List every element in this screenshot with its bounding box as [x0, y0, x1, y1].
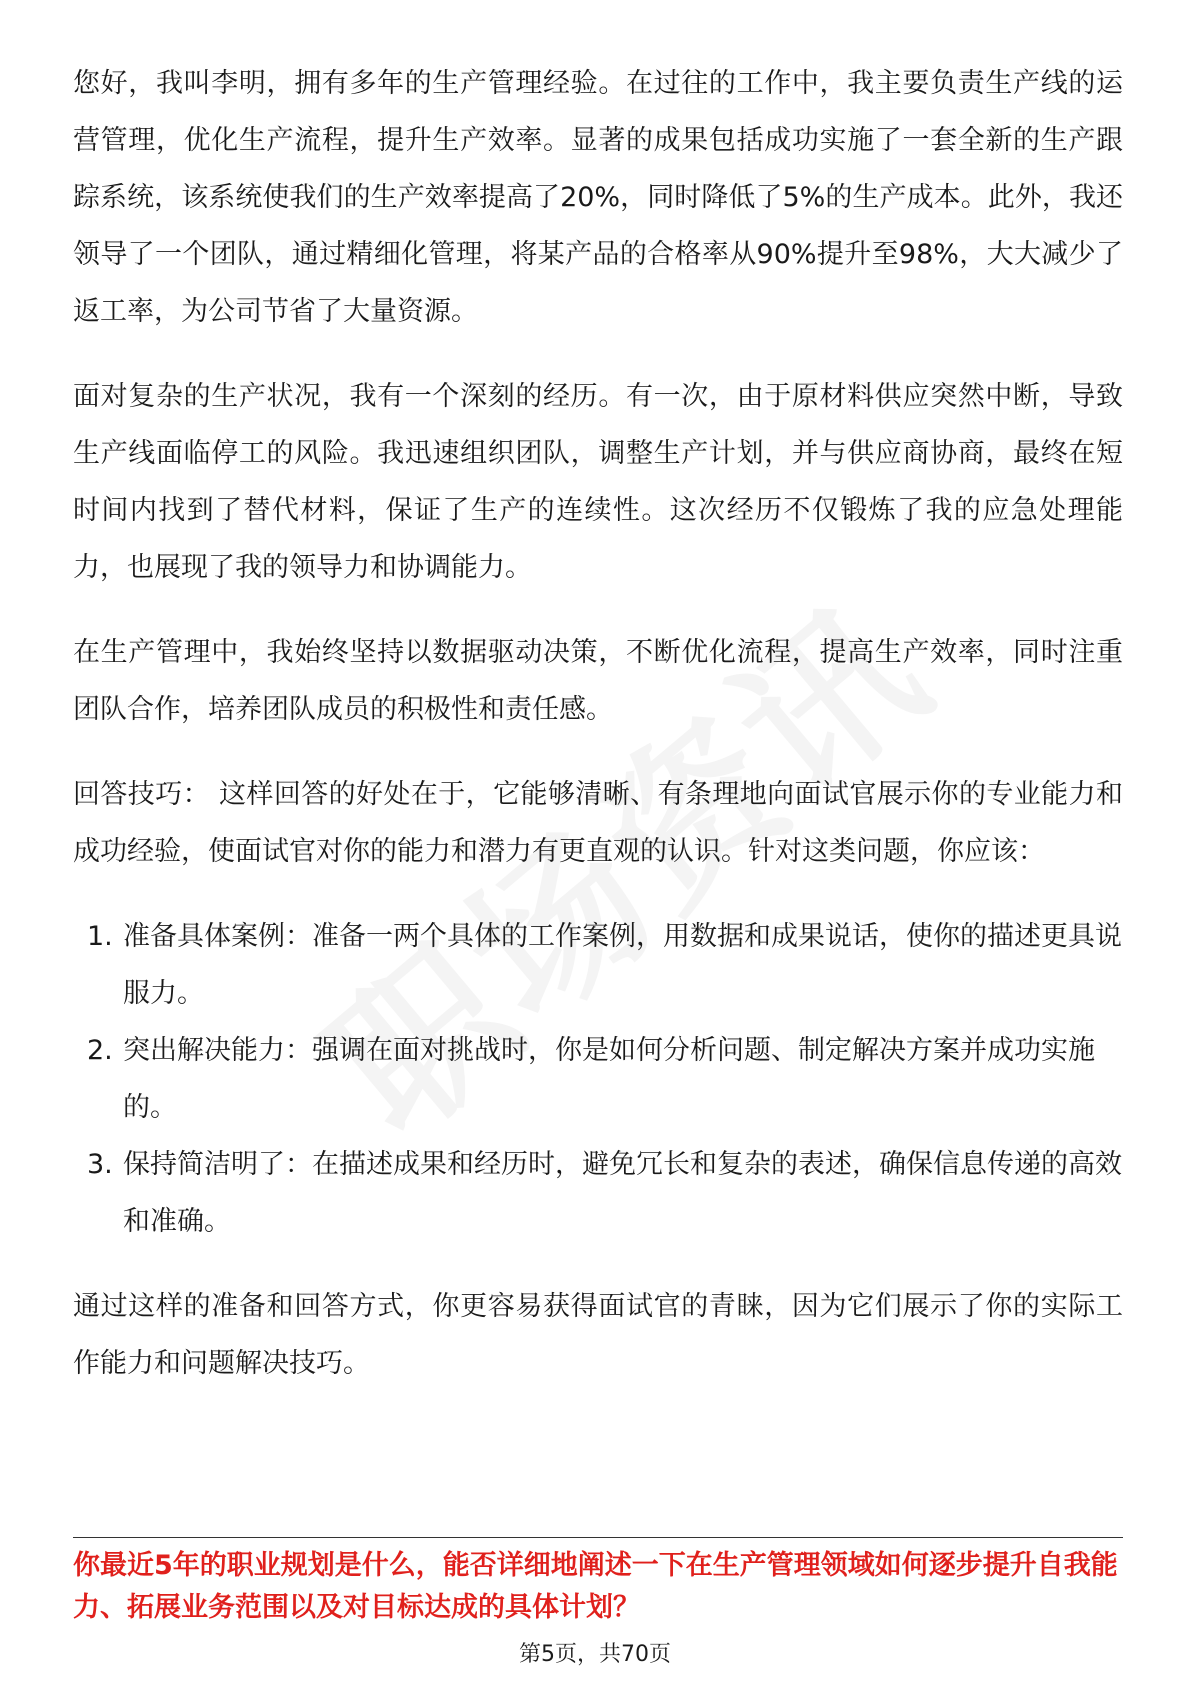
section-divider	[73, 1537, 1123, 1538]
tips-list	[73, 908, 1123, 1250]
page-content	[73, 55, 1123, 1420]
answer-paragraph-1: 您好，我叫李明，拥有多年的生产管理经验。在过往的工作中，我主要负责生产线的运营管理，优化生产流程，提升生产效率。显著的成果包括成功实施了一套全新的生产跟踪系统，该系统使我们的生产效率提高了20%，同时降低了5%的生产成本。此外，我还领导了一个团队，通过精细化管理，将某产品的合格率从90%提升至98%，大大减少了返工率，为公司节省了大量资源。	[73, 68, 1123, 327]
list-item-text: 保持简洁明了：在描述成果和经历时，避免冗长和复杂的表述，确保信息传递的高效和准确。	[123, 1149, 1122, 1237]
list-item-number: 1.	[87, 921, 113, 952]
list-item-text: 准备具体案例：准备一两个具体的工作案例，用数据和成果说话，使你的描述更具说服力。	[123, 921, 1122, 1009]
list-item	[73, 908, 1123, 1022]
list-item-number: 2.	[87, 1035, 113, 1066]
answer-paragraph-3: 在生产管理中，我始终坚持以数据驱动决策，不断优化流程，提高生产效率，同时注重团队合作，培养团队成员的积极性和责任感。	[73, 637, 1123, 725]
next-question-heading: 你最近5年的职业规划是什么，能否详细地阐述一下在生产管理领域如何逐步提升自我能力、拓展业务范围以及对目标达成的具体计划？	[73, 1550, 1118, 1623]
page-number-footer: 第5页，共70页	[519, 1642, 671, 1667]
answer-paragraph-2: 面对复杂的生产状况，我有一个深刻的经历。有一次，由于原材料供应突然中断，导致生产线面临停工的风险。我迅速组织团队，调整生产计划，并与供应商协商，最终在短时间内找到了替代材料，保证了生产的连续性。这次经历不仅锻炼了我的应急处理能力，也展现了我的领导力和协调能力。	[73, 381, 1123, 583]
list-item-number: 3.	[87, 1149, 113, 1180]
list-item-text: 突出解决能力：强调在面对挑战时，你是如何分析问题、制定解决方案并成功实施的。	[123, 1035, 1095, 1123]
list-item	[73, 1136, 1123, 1250]
list-item	[73, 1022, 1123, 1136]
answer-conclusion: 通过这样的准备和回答方式，你更容易获得面试官的青睐，因为它们展示了你的实际工作能力和问题解决技巧。	[73, 1291, 1123, 1379]
answer-tips-intro: 回答技巧： 这样回答的好处在于，它能够清晰、有条理地向面试官展示你的专业能力和成功经验，使面试官对你的能力和潜力有更直观的认识。针对这类问题，你应该：	[73, 779, 1123, 867]
